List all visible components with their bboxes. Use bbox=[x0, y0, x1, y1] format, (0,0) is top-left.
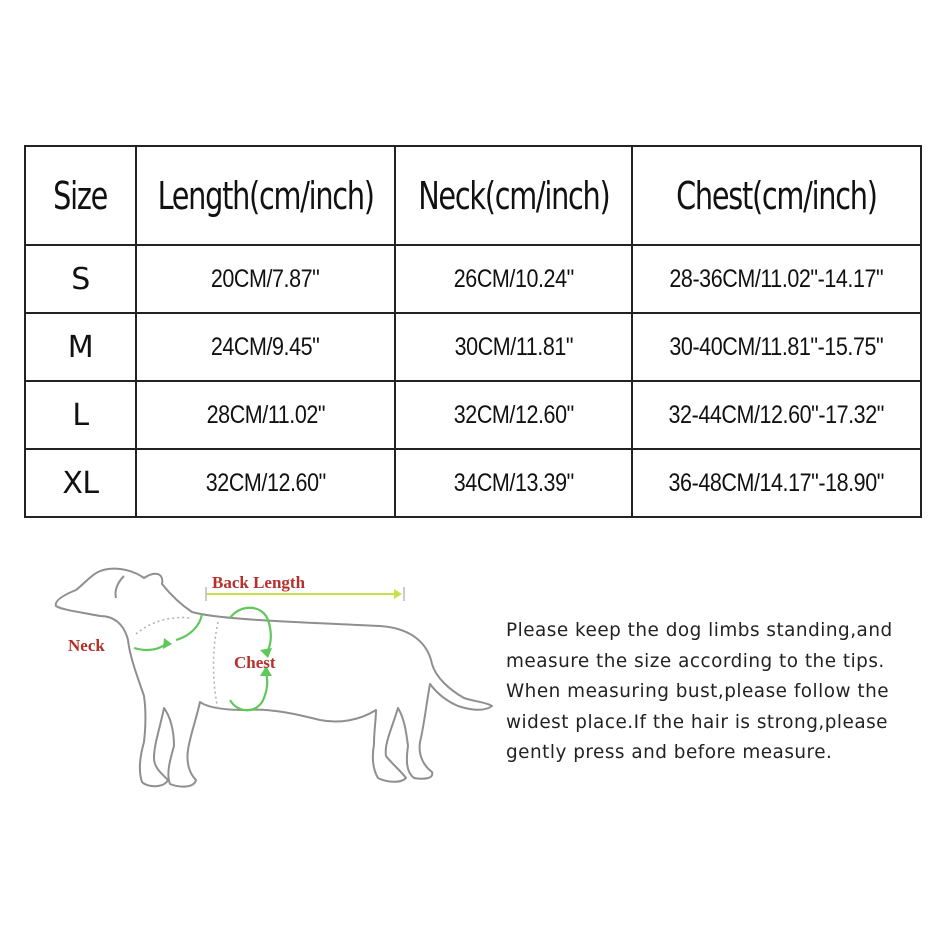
dog-ear bbox=[115, 576, 124, 598]
measurement-instructions bbox=[506, 616, 936, 769]
instruction-line: When measuring bust,please follow the bbox=[506, 681, 890, 702]
header-size: Size bbox=[25, 146, 136, 245]
neck-cell: 32CM/12.60" bbox=[395, 381, 632, 449]
chest-measure-line bbox=[214, 622, 219, 710]
neck-cell: 30CM/11.81" bbox=[395, 313, 632, 381]
chest-cell: 36-48CM/14.17"-18.90" bbox=[632, 449, 921, 517]
header-neck: Neck(cm/inch) bbox=[395, 146, 632, 245]
chest-cell: 30-40CM/11.81"-15.75" bbox=[632, 313, 921, 381]
neck-cell: 34CM/13.39" bbox=[395, 449, 632, 517]
size-cell: S bbox=[25, 245, 136, 313]
size-cell: XL bbox=[25, 449, 136, 517]
instruction-line: gently press and before measure. bbox=[506, 742, 833, 763]
chest-cell: 32-44CM/12.60"-17.32" bbox=[632, 381, 921, 449]
dog-outline bbox=[56, 569, 492, 787]
chest-arrow-bottom bbox=[230, 672, 267, 710]
table-row bbox=[25, 313, 921, 381]
neck-measure-line bbox=[136, 618, 190, 634]
neck-cell: 26CM/10.24" bbox=[395, 245, 632, 313]
table-row bbox=[25, 449, 921, 517]
table-row bbox=[25, 245, 921, 313]
header-chest: Chest(cm/inch) bbox=[632, 146, 921, 245]
length-cell: 24CM/9.45" bbox=[136, 313, 395, 381]
neck-arrow bbox=[134, 644, 166, 650]
size-cell: M bbox=[25, 313, 136, 381]
chest-label: Chest bbox=[234, 653, 276, 672]
length-cell: 20CM/7.87" bbox=[136, 245, 395, 313]
neck-arrowhead bbox=[163, 638, 172, 649]
instruction-line: widest place.If the hair is strong,please bbox=[506, 711, 888, 733]
chest-arrow-top bbox=[230, 608, 271, 654]
instruction-line: measure the size according to the tips. bbox=[506, 650, 885, 672]
table-header-row bbox=[25, 146, 921, 245]
back-length-label: Back Length bbox=[212, 573, 306, 592]
length-cell: 32CM/12.60" bbox=[136, 449, 395, 517]
header-length: Length(cm/inch) bbox=[136, 146, 395, 245]
size-chart-table bbox=[24, 145, 922, 518]
dog-measurement-diagram bbox=[40, 560, 500, 800]
back-length-arrowhead bbox=[394, 589, 402, 599]
neck-label: Neck bbox=[68, 636, 105, 655]
table-row bbox=[25, 381, 921, 449]
chest-cell: 28-36CM/11.02"-14.17" bbox=[632, 245, 921, 313]
instruction-line: Please keep the dog limbs standing,and bbox=[506, 620, 893, 641]
length-cell: 28CM/11.02" bbox=[136, 381, 395, 449]
size-cell: L bbox=[25, 381, 136, 449]
